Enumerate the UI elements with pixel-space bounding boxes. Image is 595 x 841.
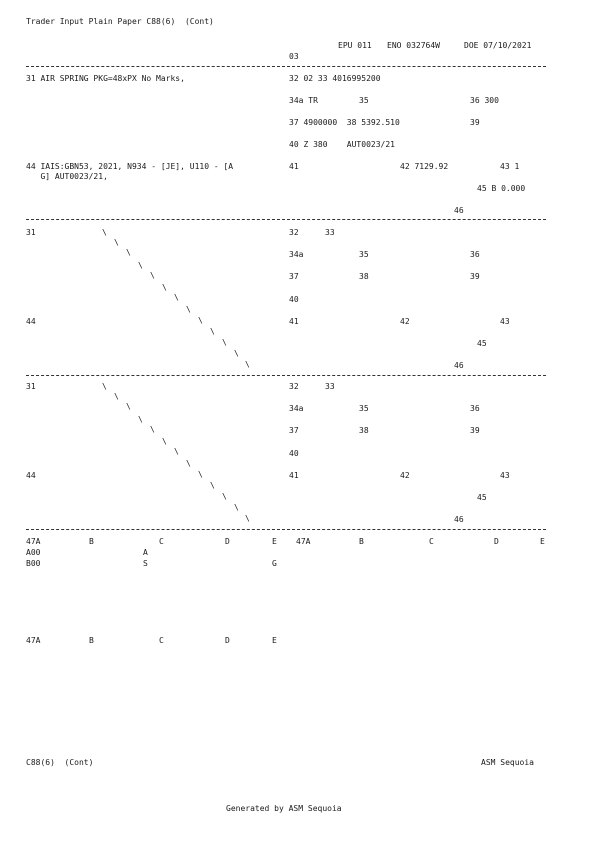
void-slash-mark: \ [162, 283, 167, 292]
tax-col-d-right: D [494, 537, 499, 546]
box-41-blank: 41 [289, 317, 299, 326]
box-33-blank: 33 [325, 228, 335, 237]
tax-col-47a-right: 47A [296, 537, 311, 546]
box-33-blank: 33 [325, 382, 335, 391]
tax-col-d-lower: D [225, 636, 230, 645]
box-44-line2: G] AUT0023/21, [26, 172, 108, 181]
tax-col-e-lower: E [272, 636, 277, 645]
box-43: 43 1 [500, 162, 520, 171]
void-slash-mark: \ [234, 503, 239, 512]
box-41: 41 [289, 162, 299, 171]
box-37-blank: 37 [289, 426, 299, 435]
box-39: 39 [470, 118, 480, 127]
box-43-blank: 43 [500, 317, 510, 326]
box-32-blank: 32 [289, 228, 299, 237]
void-slash-mark: \ [150, 271, 155, 280]
tax-base-a: A [143, 548, 148, 557]
box-44-blank: 44 [26, 317, 36, 326]
tax-col-c: C [159, 537, 164, 546]
box-40: 40 Z 380 AUT0023/21 [289, 140, 395, 149]
box-42-blank: 42 [400, 317, 410, 326]
generated-by: Generated by ASM Sequoia [226, 804, 342, 813]
box-46: 46 [454, 206, 464, 215]
void-slash-mark: \ [174, 447, 179, 456]
void-slash-mark: \ [114, 392, 119, 401]
void-slash-mark: \ [126, 402, 131, 411]
void-slash-mark: \ [162, 437, 167, 446]
box-41-blank: 41 [289, 471, 299, 480]
box-36-blank: 36 [470, 250, 480, 259]
void-slash-mark: \ [138, 261, 143, 270]
box-36-blank: 36 [470, 404, 480, 413]
void-slash-mark: \ [126, 248, 131, 257]
void-slash-mark: \ [234, 349, 239, 358]
box-40-blank: 40 [289, 449, 299, 458]
box-31-description: 31 AIR SPRING PKG=48xPX No Marks, [26, 74, 185, 83]
divider [26, 219, 546, 220]
tax-col-e: E [272, 537, 277, 546]
box-38-blank: 38 [359, 426, 369, 435]
box-37-blank: 37 [289, 272, 299, 281]
box-44-line1: 44 IAIS:GBN53, 2021, N934 - [JE], U110 - [A [26, 162, 234, 171]
tax-col-c-lower: C [159, 636, 164, 645]
box-45-blank: 45 [477, 493, 487, 502]
box-42-blank: 42 [400, 471, 410, 480]
divider [26, 375, 546, 376]
footer-form-ref: C88(6) (Cont) [26, 758, 94, 767]
tax-type-b00: B00 [26, 559, 41, 568]
box-32-blank: 32 [289, 382, 299, 391]
void-slash-mark: \ [174, 293, 179, 302]
doe-field: DOE 07/10/2021 [464, 41, 532, 50]
void-slash-mark: \ [222, 492, 227, 501]
box-43-blank: 43 [500, 471, 510, 480]
tax-col-b-lower: B [89, 636, 94, 645]
void-slash-mark: \ [150, 425, 155, 434]
box-35-blank: 35 [359, 250, 369, 259]
box-31-blank: 31 [26, 228, 36, 237]
tax-type-a00: A00 [26, 548, 41, 557]
void-slash-mark: \ [198, 470, 203, 479]
void-slash-mark: \ [245, 514, 250, 523]
box-42: 42 7129.92 [400, 162, 449, 171]
box-39-blank: 39 [470, 426, 480, 435]
void-slash-mark: \ [222, 338, 227, 347]
void-slash-mark: \ [245, 360, 250, 369]
box-36: 36 300 [470, 96, 499, 105]
tax-col-c-right: C [429, 537, 434, 546]
box-31-blank: 31 [26, 382, 36, 391]
divider [26, 66, 546, 67]
tax-col-e-right: E [540, 537, 545, 546]
eno-field: ENO 032764W [387, 41, 440, 50]
void-slash-mark: \ [198, 316, 203, 325]
box-37-38: 37 4900000 38 5392.510 [289, 118, 400, 127]
box-45: 45 B 0.000 [477, 184, 526, 193]
tax-mp-g: G [272, 559, 277, 568]
void-slash-mark: \ [210, 327, 215, 336]
void-slash-mark: \ [102, 228, 107, 237]
box-45-blank: 45 [477, 339, 487, 348]
footer-vendor: ASM Sequoia [481, 758, 534, 767]
tax-col-47a-lower: 47A [26, 636, 41, 645]
void-slash-mark: \ [186, 305, 191, 314]
box-35-blank: 35 [359, 404, 369, 413]
box-44-blank: 44 [26, 471, 36, 480]
box-46-blank: 46 [454, 361, 464, 370]
box-34a-blank: 34a [289, 250, 304, 259]
box-34a: 34a TR [289, 96, 318, 105]
void-slash-mark: \ [114, 238, 119, 247]
tax-col-47a: 47A [26, 537, 41, 546]
tax-col-b: B [89, 537, 94, 546]
tax-col-d: D [225, 537, 230, 546]
void-slash-mark: \ [210, 481, 215, 490]
box-40-blank: 40 [289, 295, 299, 304]
tax-base-s: S [143, 559, 148, 568]
box-35: 35 [359, 96, 369, 105]
box-38-blank: 38 [359, 272, 369, 281]
box-32-33-commodity: 32 02 33 4016995200 [289, 74, 381, 83]
tax-col-b-right: B [359, 537, 364, 546]
void-slash-mark: \ [138, 415, 143, 424]
box-39-blank: 39 [470, 272, 480, 281]
divider [26, 529, 546, 530]
void-slash-mark: \ [102, 382, 107, 391]
epu-field: EPU 011 [338, 41, 372, 50]
box-34a-blank: 34a [289, 404, 304, 413]
void-slash-mark: \ [186, 459, 191, 468]
box-46-blank: 46 [454, 515, 464, 524]
box-03: 03 [289, 52, 299, 61]
document-title: Trader Input Plain Paper C88(6) (Cont) [26, 17, 214, 26]
